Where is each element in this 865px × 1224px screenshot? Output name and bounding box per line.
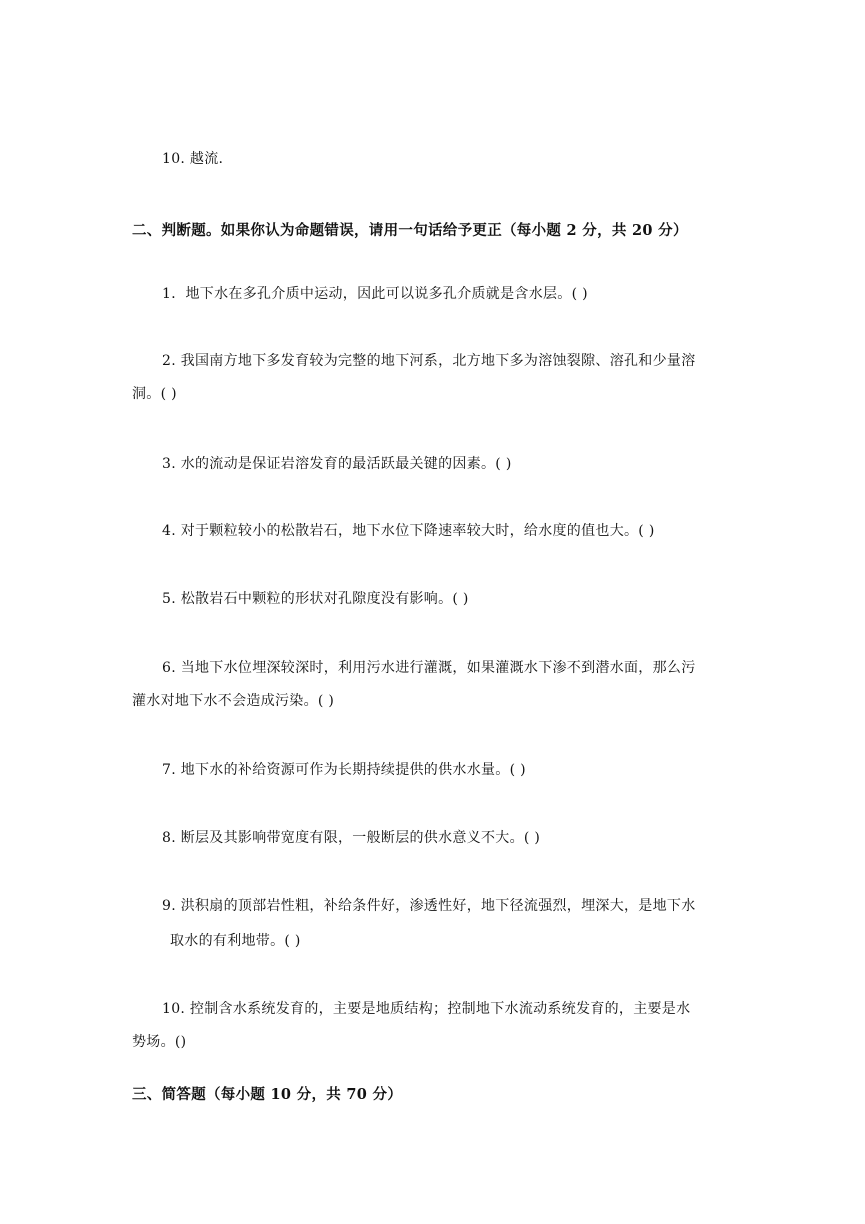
judgment-item-10-line-2: 势场。() — [132, 1034, 187, 1050]
item-10-term-overflow: 10. 越流. — [162, 151, 224, 167]
judgment-item-9-line-1: 9. 洪积扇的顶部岩性粗，补给条件好，渗透性好，地下径流强烈，埋深大，是地下水 — [162, 898, 696, 914]
judgment-item-6-line-2: 灌水对地下水不会造成污染。( ) — [132, 693, 335, 709]
judgment-item-5: 5. 松散岩石中颗粒的形状对孔隙度没有影响。( ) — [162, 591, 469, 607]
judgment-item-2-line-1: 2. 我国南方地下多发育较为完整的地下河系，北方地下多为溶蚀裂隙、溶孔和少量溶 — [162, 353, 696, 369]
judgment-item-10-line-1: 10. 控制含水系统发育的，主要是地质结构；控制地下水流动系统发育的，主要是水 — [162, 1001, 691, 1017]
judgment-item-6-line-1: 6. 当地下水位埋深较深时，利用污水进行灌溉，如果灌溉水下渗不到潜水面，那么污 — [162, 660, 696, 676]
judgment-item-3: 3. 水的流动是保证岩溶发育的最活跃最关键的因素。( ) — [162, 456, 512, 472]
judgment-item-9-line-2: 取水的有利地带。( ) — [170, 933, 301, 949]
judgment-item-8: 8. 断层及其影响带宽度有限，一般断层的供水意义不大。( ) — [162, 830, 541, 846]
judgment-item-1: 1．地下水在多孔介质中运动，因此可以说多孔介质就是含水层。( ) — [162, 286, 588, 302]
judgment-item-7: 7. 地下水的补给资源可作为长期持续提供的供水水量。( ) — [162, 762, 526, 778]
section-2-heading: 二、判断题。如果你认为命题错误，请用一句话给予更正（每小题 2 分，共 20 分） — [132, 222, 688, 239]
judgment-item-4: 4. 对于颗粒较小的松散岩石，地下水位下降速率较大时，给水度的值也大。( ) — [162, 523, 655, 539]
section-3-heading: 三、简答题（每小题 10 分，共 70 分） — [132, 1086, 403, 1103]
judgment-item-2-line-2: 洞。( ) — [132, 386, 177, 402]
